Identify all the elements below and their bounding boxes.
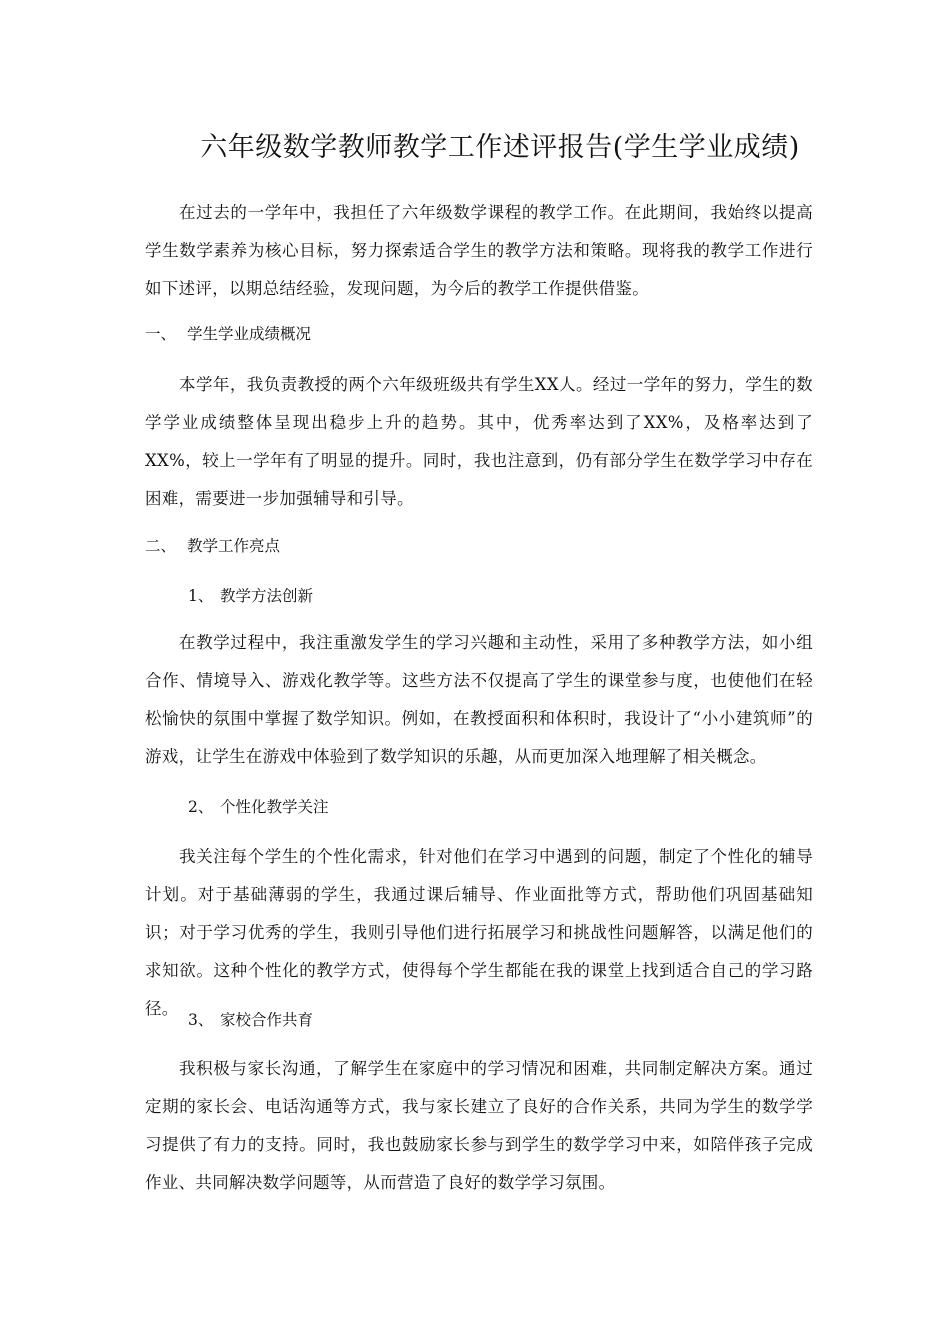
subsection-2-block bbox=[145, 838, 813, 1028]
subsection-1-number: 1、 bbox=[188, 587, 214, 605]
intro-block bbox=[145, 194, 813, 308]
section-2-number: 二、 bbox=[145, 537, 177, 555]
section-1-block bbox=[145, 366, 813, 518]
subsection-1-block bbox=[145, 624, 813, 776]
subsection-1-heading bbox=[145, 584, 813, 608]
subsection-2-heading bbox=[145, 795, 813, 819]
subsection-3-block bbox=[145, 1050, 813, 1202]
subsection-3-title: 家校合作共育 bbox=[220, 1011, 314, 1029]
subsection-2-title: 个性化教学关注 bbox=[220, 798, 329, 816]
subsection-2-number: 2、 bbox=[188, 798, 214, 816]
subsection-1-paragraph: 在教学过程中，我注重激发学生的学习兴趣和主动性，采用了多种教学方法，如小组合作、情境导入、游戏化教学等。这些方法不仅提高了学生的课堂参与度，也使他们在轻松愉快的氛围中掌握了数学知识。例如，在教授面积和体积时，我设计了“小小建筑师”的游戏，让学生在游戏中体验到了数学知识的乐趣，从而更加深入地理解了相关概念。 bbox=[145, 633, 813, 766]
document-title: 六年级数学教师教学工作述评报告(学生学业成绩) bbox=[200, 132, 800, 163]
section-1-paragraph: 本学年，我负责教授的两个六年级班级共有学生XX人。经过一学年的努力，学生的数学学业成绩整体呈现出稳步上升的趋势。其中，优秀率达到了XX%，及格率达到了XX%，较上一学年有了明显的提升。同时，我也注意到，仍有部分学生在数学学习中存在困难，需要进一步加强辅导和引导。 bbox=[145, 375, 813, 508]
section-1-number: 一、 bbox=[145, 325, 177, 343]
section-2-heading bbox=[145, 534, 813, 558]
section-1-title: 学生学业成绩概况 bbox=[187, 325, 312, 343]
subsection-1-title: 教学方法创新 bbox=[220, 587, 314, 605]
intro-paragraph: 在过去的一学年中，我担任了六年级数学课程的教学工作。在此期间，我始终以提高学生数学素养为核心目标，努力探索适合学生的教学方法和策略。现将我的教学工作进行如下述评，以期总结经验，发现问题，为今后的教学工作提供借鉴。 bbox=[145, 203, 813, 298]
section-2-title: 教学工作亮点 bbox=[187, 537, 281, 555]
subsection-3-heading bbox=[145, 1008, 813, 1032]
subsection-3-paragraph: 我积极与家长沟通，了解学生在家庭中的学习情况和困难，共同制定解决方案。通过定期的家长会、电话沟通等方式，我与家长建立了良好的合作关系，共同为学生的数学学习提供了有力的支持。同时，我也鼓励家长参与到学生的数学学习中来，如陪伴孩子完成作业、共同解决数学问题等，从而营造了良好的数学学习氛围。 bbox=[145, 1059, 813, 1192]
subsection-3-number: 3、 bbox=[188, 1011, 214, 1029]
subsection-2-paragraph: 我关注每个学生的个性化需求，针对他们在学习中遇到的问题，制定了个性化的辅导计划。对于基础薄弱的学生，我通过课后辅导、作业面批等方式，帮助他们巩固基础知识；对于学习优秀的学生，我则引导他们进行拓展学习和挑战性问题解答，以满足他们的求知欲。这种个性化的教学方式，使得每个学生都能在我的课堂上找到适合自己的学习路径。 bbox=[145, 847, 813, 1018]
section-1-heading bbox=[145, 322, 813, 346]
